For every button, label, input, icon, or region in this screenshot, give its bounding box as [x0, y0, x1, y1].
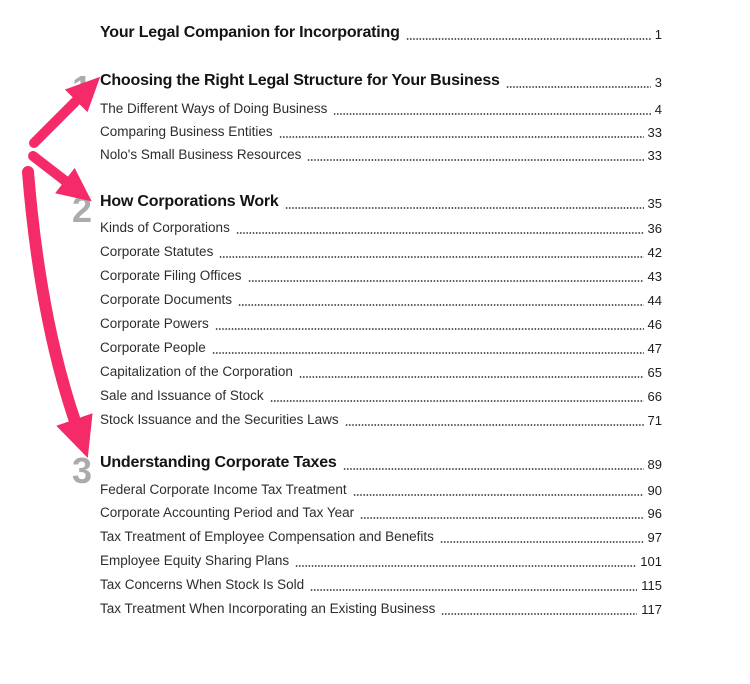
dot-leader [406, 38, 651, 40]
entry-label: Corporate Accounting Period and Tax Year [100, 505, 355, 520]
entry-label: Understanding Corporate Taxes [100, 454, 337, 471]
toc-entry [100, 504, 662, 522]
page-number: 89 [647, 457, 662, 472]
dot-leader [248, 280, 644, 282]
entry-label: Your Legal Companion for Incorporating [100, 24, 400, 41]
page-number: 42 [647, 245, 662, 260]
entry-label: Tax Treatment When Incorporating an Existing Business [100, 601, 436, 616]
dot-leader [299, 376, 644, 378]
page-number: 47 [647, 341, 662, 356]
toc-entry [100, 576, 662, 594]
dot-leader [236, 232, 644, 234]
entry-label: Comparing Business Entities [100, 124, 273, 139]
page-number: 43 [647, 269, 662, 284]
dot-leader [285, 207, 644, 209]
dot-leader [310, 589, 637, 591]
page-number: 33 [647, 148, 662, 163]
entry-label: The Different Ways of Doing Business [100, 101, 328, 116]
dot-leader [506, 86, 651, 88]
entry-label: Capitalization of the Corporation [100, 364, 293, 379]
entry-label: Tax Concerns When Stock Is Sold [100, 577, 305, 592]
toc-entry [100, 291, 662, 309]
toc-entry [100, 387, 662, 405]
entry-label: Stock Issuance and the Securities Laws [100, 412, 339, 427]
page-number: 96 [647, 506, 662, 521]
dot-leader [215, 328, 644, 330]
toc-entry [100, 600, 662, 618]
entry-label: Kinds of Corporations [100, 220, 230, 235]
entry-label: Corporate Powers [100, 316, 209, 331]
front-matter-entry [100, 23, 662, 43]
page-number: 36 [647, 221, 662, 236]
entry-label: Sale and Issuance of Stock [100, 388, 264, 403]
entry-label: Federal Corporate Income Tax Treatment [100, 482, 347, 497]
dot-leader [212, 352, 644, 354]
page-number: 65 [647, 365, 662, 380]
toc-entry [100, 123, 662, 141]
dot-leader [279, 136, 644, 138]
entry-label: Employee Equity Sharing Plans [100, 553, 290, 568]
entry-label: Tax Treatment of Employee Compensation and Benefits [100, 529, 434, 544]
page-number: 71 [647, 413, 662, 428]
page-number: 3 [654, 75, 662, 90]
toc-entry [100, 315, 662, 333]
toc-entry [100, 243, 662, 261]
page-number: 66 [647, 389, 662, 404]
toc-entry [100, 528, 662, 546]
dot-leader [307, 159, 643, 161]
dot-leader [343, 468, 644, 470]
toc-entry [100, 363, 662, 381]
chapter-number: 2 [71, 189, 92, 230]
toc-entry [100, 339, 662, 357]
entry-label: How Corporations Work [100, 193, 279, 210]
toc-entry [100, 481, 662, 499]
page-number: 101 [640, 554, 662, 569]
dot-leader [353, 494, 644, 496]
toc-entry [100, 100, 662, 118]
toc-entry [100, 411, 662, 429]
dot-leader [219, 256, 643, 258]
page-number: 46 [647, 317, 662, 332]
toc-entry [100, 219, 662, 237]
page-number: 115 [641, 578, 662, 593]
page-number: 44 [647, 293, 662, 308]
entry-label: Corporate Filing Offices [100, 268, 242, 283]
page-number: 1 [654, 27, 662, 42]
dot-leader [345, 424, 644, 426]
toc-entry [100, 552, 662, 570]
entry-label: Corporate Documents [100, 292, 233, 307]
entry-label: Nolo's Small Business Resources [100, 147, 302, 162]
dot-leader [440, 541, 644, 543]
page-number: 4 [654, 102, 662, 117]
page-number: 117 [641, 602, 662, 617]
dot-leader [238, 304, 643, 306]
entry-label: Corporate Statutes [100, 244, 214, 259]
entry-label: Corporate People [100, 340, 206, 355]
page-number: 33 [647, 125, 662, 140]
page-number: 97 [647, 530, 662, 545]
toc-entry [100, 146, 662, 164]
entry-label: Choosing the Right Legal Structure for Your Business [100, 72, 500, 89]
dot-leader [333, 113, 650, 115]
dot-leader [295, 565, 636, 567]
page-number: 35 [647, 196, 662, 211]
chapter-number: 1 [71, 68, 92, 109]
dot-leader [270, 400, 644, 402]
dot-leader [441, 613, 637, 615]
page-number: 90 [647, 483, 662, 498]
dot-leader [360, 517, 643, 519]
chapter-number: 3 [71, 450, 92, 491]
toc-entry [100, 267, 662, 285]
